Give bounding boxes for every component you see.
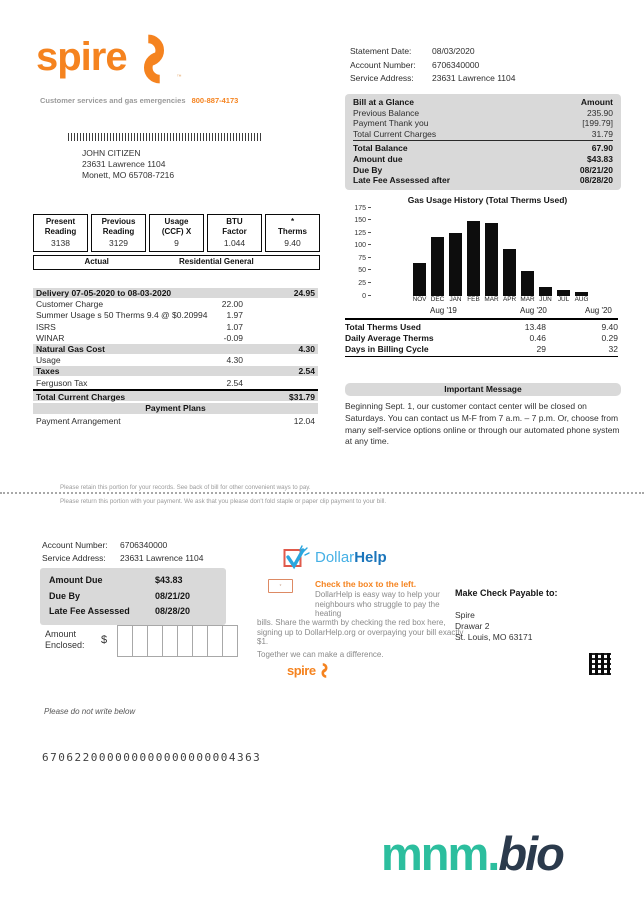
payable-drawer: Drawar 2 bbox=[455, 621, 490, 631]
watermark-teal: mnm. bbox=[381, 827, 499, 880]
statement-date-label: Statement Date: bbox=[350, 46, 412, 56]
glance-row-due-by: Due By 08/21/20 bbox=[353, 164, 613, 175]
spire-logo bbox=[36, 30, 182, 84]
glance-amount-header: Amount bbox=[580, 97, 613, 107]
customer-service-line bbox=[40, 96, 238, 105]
account-number-value: 6706340000 bbox=[432, 59, 480, 70]
dollarhelp-body-top: DollarHelp is easy way to help your neighbours who struggle to pay the heating bbox=[315, 590, 440, 619]
charges-row-customer-charge: Customer Charge 22.00 bbox=[36, 299, 243, 310]
customer-city: Monett, MO 65708-7216 bbox=[82, 170, 175, 180]
chart-month-label: DEC bbox=[430, 296, 445, 303]
amount-due-box bbox=[40, 568, 226, 625]
amount-enclosed-label: Amount Enclosed: bbox=[45, 629, 85, 650]
chart-month-label: JUN bbox=[539, 296, 552, 303]
charges-row-taxes: Taxes 2.54 bbox=[33, 366, 318, 376]
mnm-bio-watermark bbox=[381, 826, 563, 881]
charges-row-summer-usage: Summer Usage s 50 Therms 9.4 @ $0.20994 1.97 bbox=[36, 310, 243, 321]
chart-bar bbox=[467, 221, 480, 296]
bill-at-a-glance-panel bbox=[345, 94, 621, 190]
meter-cell-previous: Previous Reading 3129 bbox=[91, 214, 146, 252]
chart-bar bbox=[413, 263, 426, 296]
chart-month-label: JUL bbox=[557, 296, 570, 303]
chart-bar bbox=[503, 249, 516, 296]
service-address-row bbox=[350, 72, 516, 86]
trademark-symbol: ™ bbox=[176, 74, 182, 80]
chart-y-tick: 0 bbox=[345, 293, 371, 300]
amount-enclosed-cell[interactable] bbox=[132, 625, 148, 657]
amount-enclosed-cell[interactable] bbox=[222, 625, 238, 657]
mailing-address bbox=[82, 148, 174, 181]
dollarhelp-checkbox[interactable]: * bbox=[268, 579, 293, 593]
chart-month-label: MAR bbox=[484, 296, 499, 303]
chart-month-label: JAN bbox=[449, 296, 462, 303]
chart-y-tick: 25 bbox=[345, 280, 371, 287]
amount-enclosed-boxes[interactable] bbox=[118, 625, 238, 657]
glance-title: Bill at a Glance bbox=[353, 97, 414, 107]
account-number-row bbox=[350, 59, 516, 73]
amount-enclosed-cell[interactable] bbox=[117, 625, 133, 657]
payable-city: St. Louis, MO 63171 bbox=[455, 632, 533, 642]
glance-row-total-balance: Total Balance 67.90 bbox=[353, 143, 613, 154]
charges-row-ferguson-tax: Ferguson Tax 2.54 bbox=[36, 377, 243, 388]
glance-row-late-fee: Late Fee Assessed after 08/28/20 bbox=[353, 175, 613, 186]
meter-reading-type: Actual bbox=[84, 257, 109, 266]
glance-row-payment: Payment Thank you [199.79] bbox=[353, 118, 613, 129]
chart-y-axis bbox=[345, 204, 371, 300]
charges-row-natural-gas-cost: Natural Gas Cost 4.30 bbox=[33, 344, 318, 354]
service-address-value: 23631 Lawrence 1104 bbox=[432, 73, 516, 83]
payable-address bbox=[455, 610, 533, 643]
dollarhelp-logo-help: Help bbox=[354, 549, 387, 566]
do-not-write-note: Please do not write below bbox=[44, 707, 136, 716]
watermark-dark: bio bbox=[498, 827, 563, 880]
chart-y-tick: 100 bbox=[345, 242, 371, 249]
gas-usage-chart bbox=[345, 204, 630, 315]
meter-reading-table bbox=[33, 214, 320, 270]
chart-title: Gas Usage History (Total Therms Used) bbox=[407, 195, 568, 205]
meter-footer bbox=[33, 255, 320, 270]
chart-y-tick: 50 bbox=[345, 267, 371, 274]
perforation-line bbox=[0, 492, 644, 494]
amount-enclosed-cell[interactable] bbox=[177, 625, 193, 657]
glance-row-amount-due: Amount due $43.83 bbox=[353, 153, 613, 164]
usage-row-daily-avg: Daily Average Therms 0.46 0.29 bbox=[345, 332, 618, 343]
statement-date-row bbox=[350, 45, 516, 59]
stub-account-row: Account Number: 6706340000 bbox=[42, 540, 168, 550]
chart-month-label: FEB bbox=[467, 296, 480, 303]
amount-enclosed-cell[interactable] bbox=[147, 625, 163, 657]
charges-row-isrs: ISRS 1.07 bbox=[36, 321, 243, 332]
payment-plans-header: Payment Plans bbox=[33, 403, 318, 414]
chart-period-label-1: Aug '19 bbox=[430, 306, 457, 315]
important-message-body: Beginning Sept. 1, our customer contact center will be closed on Saturdays. You can contact us M-F from 7 a.m. – 7 p.m. Or, choose from many self-service options online or through our automated phone system at any time. bbox=[345, 401, 620, 447]
usage-summary-table bbox=[345, 318, 618, 357]
currency-symbol: $ bbox=[101, 634, 108, 646]
amount-enclosed-cell[interactable] bbox=[192, 625, 208, 657]
customer-street: 23631 Lawrence 1104 bbox=[82, 159, 166, 169]
meter-cell-present: Present Reading 3138 bbox=[33, 214, 88, 252]
dollarhelp-heading: Check the box to the left. bbox=[315, 579, 417, 589]
payable-title: Make Check Payable to: bbox=[455, 588, 558, 598]
usage-row-billing-days: Days in Billing Cycle 29 32 bbox=[345, 343, 618, 354]
charges-row-total: Total Current Charges $31.79 bbox=[33, 389, 318, 401]
meter-cell-btu: BTU Factor 1.044 bbox=[207, 214, 262, 252]
dollarhelp-check-icon bbox=[283, 545, 310, 570]
charges-row-usage: Usage 4.30 bbox=[36, 355, 243, 366]
statement-date-value: 08/03/2020 bbox=[432, 46, 475, 56]
service-phone-number: 800-887-4173 bbox=[191, 96, 239, 105]
payment-arrangement-row: Payment Arrangement 12.04 bbox=[36, 416, 315, 426]
chart-period-label-3: Aug '20 bbox=[585, 306, 612, 315]
chart-bar bbox=[449, 233, 462, 296]
stub-service-row: Service Address: 23631 Lawrence 1104 bbox=[42, 553, 204, 563]
charges-row-winar: WINAR -0.09 bbox=[36, 332, 243, 343]
glance-header bbox=[353, 97, 613, 108]
chart-bars bbox=[377, 208, 630, 296]
dollarhelp-body-rest: bills. Share the warmth by checking the red box here, signing up to DollarHelp.org or overpaying your bill exactly $1. bbox=[257, 618, 464, 647]
chart-bar bbox=[485, 223, 498, 296]
chart-bar bbox=[521, 271, 534, 296]
service-address-label: Service Address: bbox=[350, 73, 414, 83]
chart-y-tick: 175 bbox=[345, 205, 371, 212]
stub-account-info bbox=[42, 539, 204, 565]
chart-month-label: MAR bbox=[520, 296, 535, 303]
meter-cell-therms: * Therms 9.40 bbox=[265, 214, 320, 252]
glance-row-current-charges: Total Current Charges 31.79 bbox=[353, 128, 613, 139]
chart-y-tick: 75 bbox=[345, 255, 371, 262]
due-box-amount-row: Amount Due $43.83 bbox=[49, 575, 183, 585]
spire-logo-text: spire bbox=[36, 35, 127, 79]
chart-month-label: AUG bbox=[574, 296, 589, 303]
chart-period-label-2: Aug '20 bbox=[520, 306, 547, 315]
meter-header-cells bbox=[33, 214, 320, 252]
due-box-latefee-row: Late Fee Assessed 08/28/20 bbox=[49, 606, 191, 616]
return-portion-note: Please return this portion with your payment. We ask that you please don't fold staple or paper clip payment to your bill. bbox=[60, 498, 387, 505]
spire-mini-flame-icon bbox=[318, 663, 331, 678]
tagline-text: Customer services and gas emergencies bbox=[40, 96, 186, 105]
ocr-scanline: 670622000000000000000004363 bbox=[42, 751, 262, 764]
payable-name: Spire bbox=[455, 610, 475, 620]
payment-plans-section bbox=[33, 403, 318, 428]
dollarhelp-footer: Together we can make a difference. bbox=[257, 650, 384, 659]
spire-flame-icon bbox=[133, 34, 175, 84]
amount-enclosed-cell[interactable] bbox=[162, 625, 178, 657]
glance-row-previous-balance: Previous Balance 235.90 bbox=[353, 107, 613, 118]
address-barcode bbox=[68, 133, 262, 141]
statement-info bbox=[350, 45, 516, 86]
retain-portion-note: Please retain this portion for your records. See back of bill for other convenient ways to pay. bbox=[60, 484, 311, 491]
chart-month-label: NOV bbox=[412, 296, 427, 303]
dollarhelp-logo-dollar: Dollar bbox=[315, 549, 355, 566]
usage-row-therms: Total Therms Used 13.48 9.40 bbox=[345, 322, 618, 332]
due-box-dueby-row: Due By 08/21/20 bbox=[49, 590, 191, 601]
chart-bar bbox=[431, 237, 444, 296]
meter-rate-class: Residential General bbox=[179, 257, 254, 266]
customer-name: JOHN CITIZEN bbox=[82, 148, 141, 158]
chart-y-tick: 150 bbox=[345, 217, 371, 224]
important-message-header: Important Message bbox=[345, 383, 621, 396]
amount-enclosed-cell[interactable] bbox=[207, 625, 223, 657]
charges-row-delivery: Delivery 07-05-2020 to 08-03-2020 24.95 bbox=[33, 288, 318, 298]
qr-code bbox=[589, 653, 611, 675]
dollarhelp-logo bbox=[283, 545, 387, 570]
chart-month-label: APR bbox=[502, 296, 517, 303]
chart-bar bbox=[539, 287, 552, 296]
account-number-label: Account Number: bbox=[350, 59, 416, 70]
spire-mini-logo: spire bbox=[287, 663, 331, 678]
meter-cell-usage: Usage (CCF) X 9 bbox=[149, 214, 204, 252]
chart-y-tick: 125 bbox=[345, 230, 371, 237]
charges-table bbox=[33, 288, 318, 402]
chart-x-axis bbox=[377, 296, 630, 303]
glance-divider bbox=[353, 140, 613, 141]
